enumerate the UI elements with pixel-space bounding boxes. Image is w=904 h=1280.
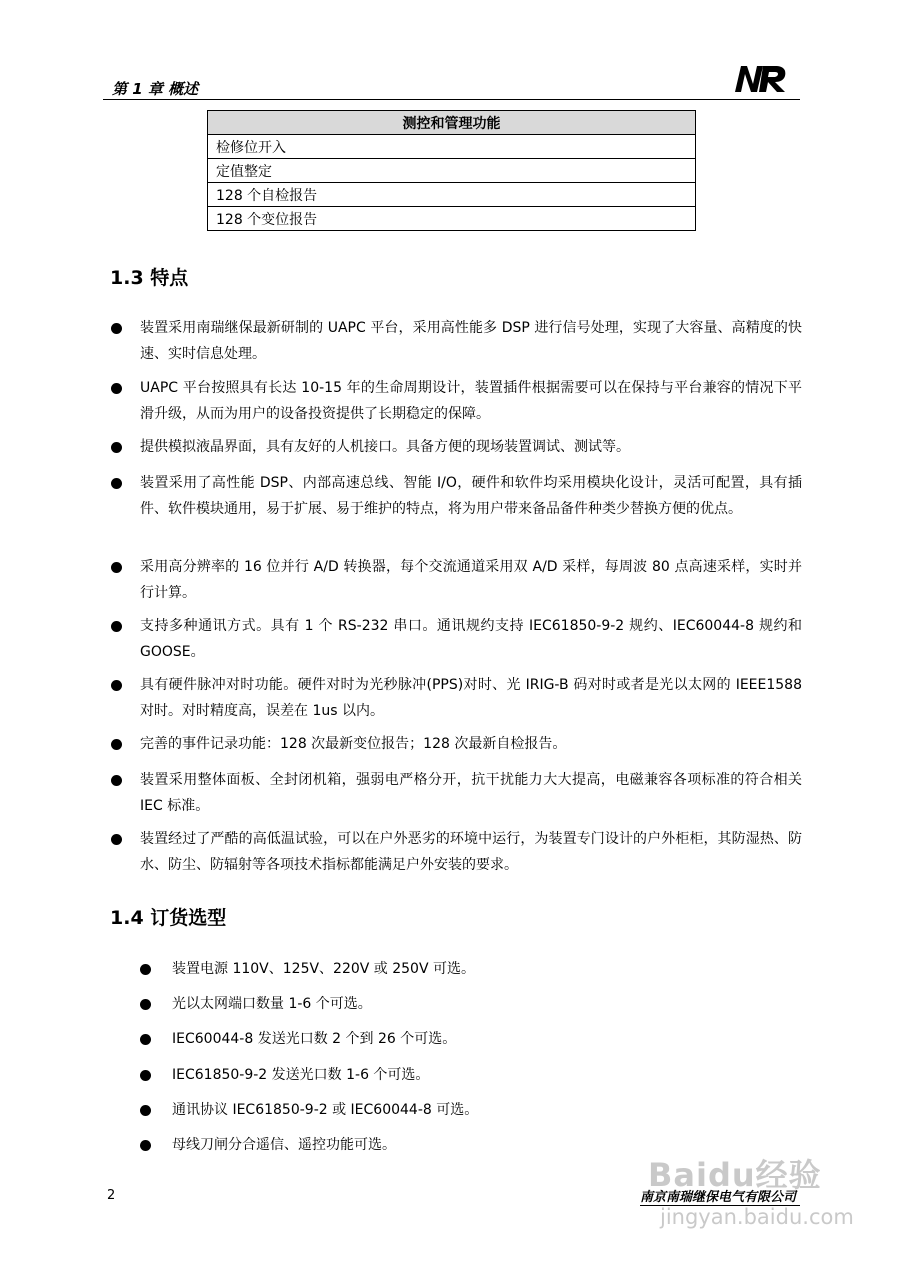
list-item: IEC60044-8 发送光口数 2 个到 26 个可选。 — [172, 1031, 457, 1047]
bullet-icon — [111, 680, 122, 691]
bullet-icon — [140, 1034, 151, 1045]
list-item: 采用高分辨率的 16 位并行 A/D 转换器，每个交流通道采用双 A/D 采样，每周波 80 点高速采样，实时并行计算。 — [140, 559, 802, 601]
list-item: 支持多种通讯方式。具有 1 个 RS-232 串口。通讯规约支持 IEC61850-9-2 规约、IEC60044-8 规约和 GOOSE。 — [140, 618, 802, 660]
bullet-icon — [140, 1140, 151, 1151]
table-heading: 测控和管理功能 — [208, 111, 696, 135]
table-row: 128 个变位报告 — [208, 207, 696, 231]
bullet-icon — [111, 834, 122, 845]
list-item: 提供模拟液晶界面，具有友好的人机接口。具备方便的现场装置调试、测试等。 — [140, 439, 630, 455]
list-item: 光以太网端口数量 1-6 个可选。 — [172, 996, 372, 1012]
section-title-ordering: 1.4 订货选型 — [110, 907, 227, 929]
bullet-icon — [111, 621, 122, 632]
nr-logo-icon — [733, 62, 789, 96]
table-row: 检修位开入 — [208, 135, 696, 159]
table-row: 128 个自检报告 — [208, 183, 696, 207]
function-table — [207, 110, 696, 231]
bullet-icon — [111, 442, 122, 453]
bullet-icon — [111, 383, 122, 394]
bullet-icon — [140, 1070, 151, 1081]
bullet-icon — [111, 562, 122, 573]
header-rule — [103, 99, 800, 100]
list-item: 装置采用了高性能 DSP、内部高速总线、智能 I/O，硬件和软件均采用模块化设计，灵活可配置，具有插件、软件模块通用，易于扩展、易于维护的特点，将为用户带来备品备件种类少替换方便的优点。 — [140, 475, 802, 517]
list-item: 装置电源 110V、125V、220V 或 250V 可选。 — [172, 961, 475, 977]
company-name: 南京南瑞继保电气有限公司 — [640, 1190, 797, 1205]
bullet-icon — [111, 739, 122, 750]
list-item: 母线刀闸分合遥信、遥控功能可选。 — [172, 1137, 396, 1153]
section-title-features: 1.3 特点 — [110, 267, 189, 289]
list-item: IEC61850-9-2 发送光口数 1-6 个可选。 — [172, 1067, 430, 1083]
bullet-icon — [111, 478, 122, 489]
page-number: 2 — [107, 1188, 116, 1203]
bullet-icon — [140, 1105, 151, 1116]
bullet-icon — [140, 964, 151, 975]
list-item: 装置采用整体面板、全封闭机箱，强弱电严格分开，抗干扰能力大大提高，电磁兼容各项标准的符合相关 IEC 标准。 — [140, 772, 802, 814]
list-item: 装置采用南瑞继保最新研制的 UAPC 平台，采用高性能多 DSP 进行信号处理，实现了大容量、高精度的快速、实时信息处理。 — [140, 320, 802, 362]
list-item: UAPC 平台按照具有长达 10-15 年的生命周期设计，装置插件根据需要可以在保持与平台兼容的情况下平滑升级，从而为用户的设备投资提供了长期稳定的保障。 — [140, 380, 802, 422]
list-item: 完善的事件记录功能：128 次最新变位报告；128 次最新自检报告。 — [140, 736, 567, 752]
chapter-header: 第 1 章 概述 — [112, 80, 199, 98]
bullet-icon — [140, 999, 151, 1010]
bullet-icon — [111, 323, 122, 334]
table-row: 定值整定 — [208, 159, 696, 183]
list-item: 具有硬件脉冲对时功能。硬件对时为光秒脉冲(PPS)对时、光 IRIG-B 码对时或者是光以太网的 IEEE1588 对时。对时精度高，误差在 1us 以内。 — [140, 677, 802, 719]
baidu-watermark: Baidu经验 — [648, 1156, 822, 1194]
watermark-url: jingyan.baidu.com — [660, 1205, 854, 1229]
bullet-icon — [111, 775, 122, 786]
list-item: 装置经过了严酷的高低温试验，可以在户外恶劣的环境中运行，为装置专门设计的户外柜柜，其防湿热、防水、防尘、防辐射等各项技术指标都能满足户外安装的要求。 — [140, 831, 802, 873]
list-item: 通讯协议 IEC61850-9-2 或 IEC60044-8 可选。 — [172, 1102, 479, 1118]
